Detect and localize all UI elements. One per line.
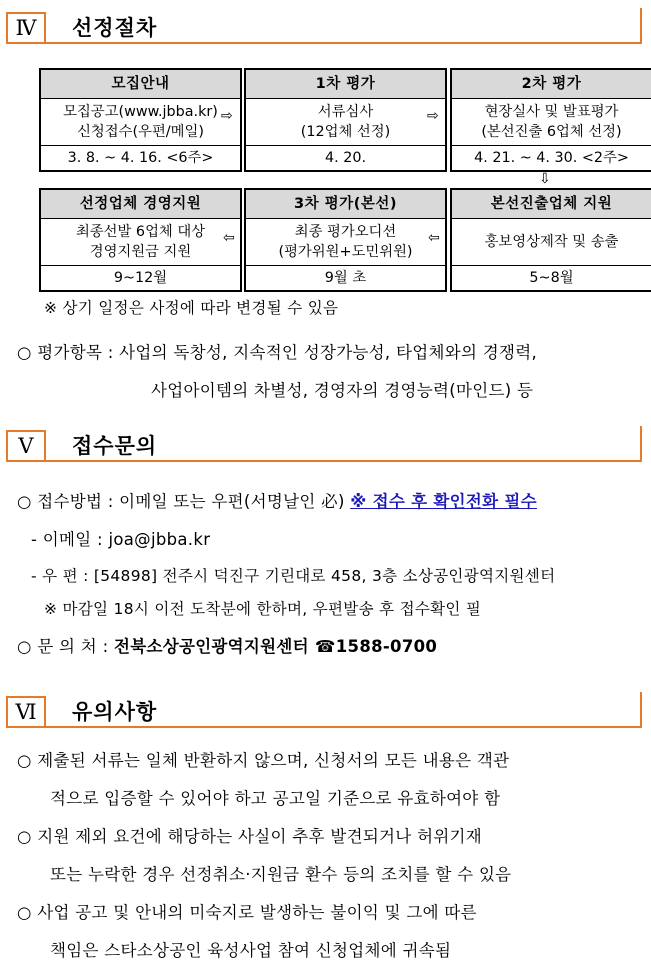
flow-box-footer: 4. 21. ~ 4. 30. <2주>	[474, 150, 629, 166]
section-header-6	[6, 690, 642, 734]
section-number: Ⅴ	[6, 430, 46, 462]
contact-line	[17, 633, 437, 657]
flow-box-footer: 5~8월	[529, 270, 574, 286]
flow-box-footer: 4. 20.	[324, 150, 367, 166]
flow-box-body	[452, 99, 651, 146]
flow-box-line: (평가위원+도민위원)	[278, 244, 413, 260]
arrow-right-icon: ⇨	[221, 108, 233, 124]
section-rule-end	[640, 426, 642, 462]
eval-items-line2: 사업아이템의 차별성, 경영자의 경영능력(마인드) 등	[151, 381, 534, 400]
section-underline	[46, 42, 642, 44]
submission-method	[17, 488, 537, 512]
flow-box-recruit	[39, 68, 242, 172]
section-number: Ⅵ	[6, 696, 46, 728]
arrow-left-icon: ⇦	[428, 230, 440, 246]
flow-box-eval3	[244, 188, 447, 292]
notice-item-3-line2: 책임은 스타소상공인 육성사업 참여 신청업체에 귀속됨	[50, 941, 452, 960]
flow-box-body	[246, 99, 445, 146]
flow-box-header: 3차 평가(본선)	[246, 190, 445, 219]
section-header-4	[6, 6, 642, 50]
flow-box-body	[41, 99, 240, 146]
flow-box-body	[452, 219, 651, 266]
flow-box-finalist	[450, 188, 651, 292]
section-underline	[46, 726, 642, 728]
flow-box-line: (12업체 선정)	[300, 124, 391, 140]
flow-box-line: 신청접수(우편/메일)	[77, 124, 204, 140]
flow-box-line: 최종선발 6업체 대상	[75, 224, 206, 240]
section-rule-end	[640, 8, 642, 44]
arrow-right-icon: ⇨	[427, 108, 439, 124]
notice-item-2-line1: ○ 지원 제외 요건에 해당하는 사실이 추후 발견되거나 허위기재	[17, 827, 483, 846]
flow-box-line: (본선진출 6업체 선정)	[481, 124, 622, 140]
flow-box-line: 경영지원금 지원	[89, 244, 192, 260]
section-title: 유의사항	[72, 700, 158, 724]
flow-box-header: 선정업체 경영지원	[41, 190, 240, 219]
notice-item-2-line2: 또는 누락한 경우 선정취소·지원금 환수 등의 조치를 할 수 있음	[50, 865, 512, 884]
section-number: Ⅳ	[6, 12, 46, 44]
flow-box-header: 본선진출업체 지원	[452, 190, 651, 219]
flow-box-eval1	[244, 68, 447, 172]
schedule-note: ※ 상기 일정은 사정에 따라 변경될 수 있음	[44, 299, 339, 317]
contact-label: ○ 문 의 처 :	[17, 637, 114, 656]
contact-value: 전북소상공인광역지원센터 ☎1588-0700	[114, 637, 438, 656]
section-underline	[46, 460, 642, 462]
post-line: - 우 편 : [54898] 전주시 덕진구 기린대로 458, 3층 소상공인광역지원센터	[31, 567, 556, 585]
notice-item-3-line1: ○ 사업 공고 및 안내의 미숙지로 발생하는 불이익 및 그에 따른	[17, 903, 477, 922]
flow-box-footer: 9~12월	[113, 270, 168, 286]
flow-box-eval2	[450, 68, 651, 172]
confirm-call-note: ※ 접수 후 확인전화 필수	[350, 492, 537, 511]
section-header-5	[6, 424, 642, 468]
section-rule-end	[640, 692, 642, 728]
flow-box-line: 모집공고(www.jbba.kr)	[63, 104, 218, 120]
flow-box-support	[39, 188, 242, 292]
flow-box-line: 서류심사	[317, 104, 374, 120]
flow-box-header: 1차 평가	[246, 70, 445, 99]
flow-box-body	[246, 219, 445, 266]
submission-method-text: ○ 접수방법 : 이메일 또는 우편(서명날인 必)	[17, 492, 351, 511]
eval-items-line1: ○ 평가항목 : 사업의 독창성, 지속적인 성장가능성, 타업체와의 경쟁력,	[17, 343, 538, 362]
arrow-down-icon: ⇩	[539, 171, 551, 187]
flow-box-line: 홍보영상제작 및 송출	[484, 234, 619, 250]
arrow-left-icon: ⇦	[223, 230, 235, 246]
notice-item-1-line2: 적으로 입증할 수 있어야 하고 공고일 기준으로 유효하여야 함	[50, 789, 501, 808]
section-title: 선정절차	[72, 16, 158, 40]
notice-item-1-line1: ○ 제출된 서류는 일체 반환하지 않으며, 신청서의 모든 내용은 객관	[17, 751, 510, 770]
flow-box-header: 모집안내	[41, 70, 240, 99]
flow-box-footer: 3. 8. ~ 4. 16. <6주>	[67, 150, 214, 166]
deadline-note: ※ 마감일 18시 이전 도착분에 한하며, 우편발송 후 접수확인 필	[44, 600, 482, 618]
flow-box-body	[41, 219, 240, 266]
flow-box-line: 현장실사 및 발표평가	[484, 104, 619, 120]
flow-box-header: 2차 평가	[452, 70, 651, 99]
flow-box-line: 최종 평가오디션	[294, 224, 397, 240]
email-line: - 이메일 : joa@jbba.kr	[31, 530, 211, 549]
section-title: 접수문의	[72, 434, 158, 458]
flow-box-footer: 9월 초	[324, 270, 367, 286]
